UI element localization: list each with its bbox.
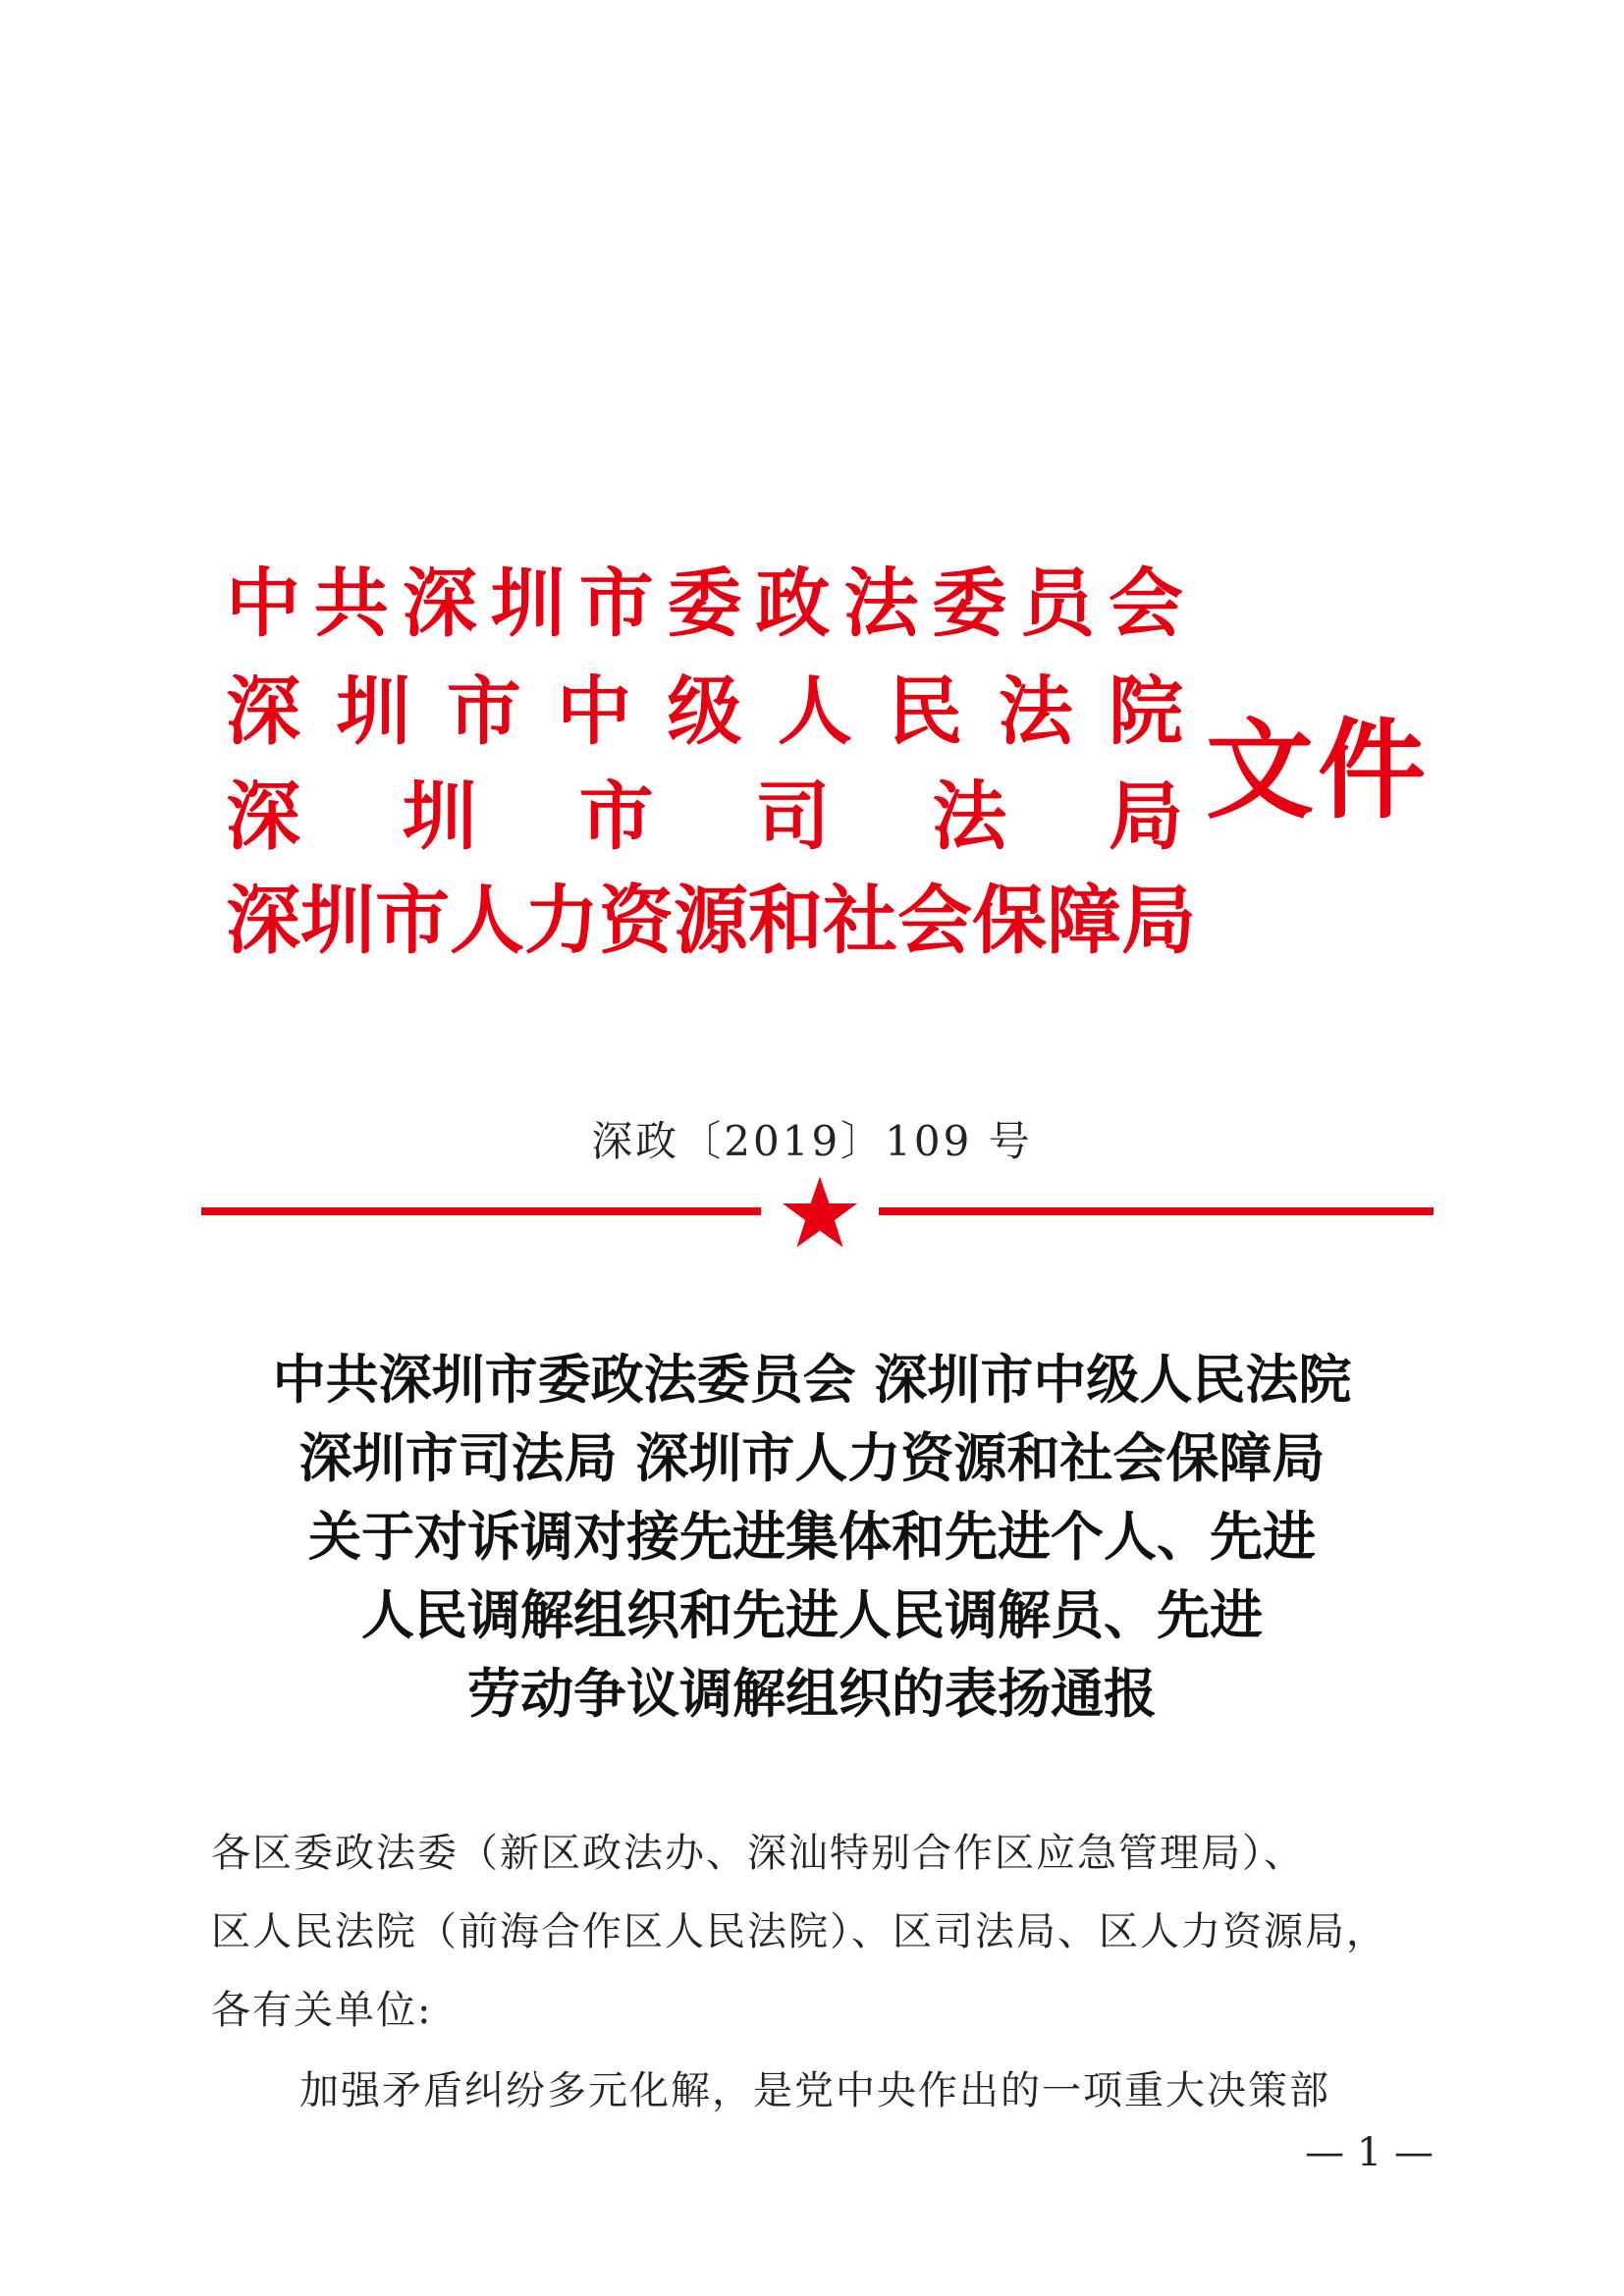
- red-rule-right: [879, 1207, 1434, 1215]
- addressee-line-2: 区人民法院（前海合作区人民法院）、区司法局、区人力资源局，: [211, 1909, 1387, 1954]
- issuer-line-2: 深 圳 市 中 级 人 民 法 院: [226, 667, 1183, 755]
- addressee-line-1: 各区委政法委（新区政法办、深汕特别合作区应急管理局）、: [211, 1831, 1305, 1876]
- title-line-1: 中共深圳市委政法委员会 深圳市中级人民法院: [272, 1349, 1352, 1411]
- red-rule-left: [201, 1207, 761, 1215]
- document-suffix: 文件: [1206, 708, 1430, 833]
- title-line-4: 人民调解组织和先进人民调解员、先进: [361, 1584, 1263, 1646]
- title-line-3: 关于对诉调对接先进集体和先进个人、先进: [308, 1506, 1316, 1568]
- page-number: — 1 —: [1305, 2130, 1434, 2175]
- addressee-line-3: 各有关单位:: [211, 1988, 433, 2033]
- title-line-2: 深圳市司法局 深圳市人力资源和社会保障局: [298, 1427, 1326, 1489]
- document-number: 深政〔2019〕109 号: [591, 1117, 1033, 1165]
- title-line-5: 劳动争议调解组织的表扬通报: [467, 1663, 1157, 1725]
- star-icon: [781, 1175, 859, 1250]
- body-paragraph: 加强矛盾纠纷多元化解，是党中央作出的一项重大决策部: [299, 2068, 1330, 2113]
- issuer-line-1: 中 共 深 圳 市 委 政 法 委 员 会: [226, 560, 1183, 647]
- issuer-line-3: 深 圳 市 司 法 局: [226, 773, 1183, 860]
- issuer-line-4: 深 圳 市 人 力 资 源 和 社 会 保 障 局: [226, 877, 1196, 964]
